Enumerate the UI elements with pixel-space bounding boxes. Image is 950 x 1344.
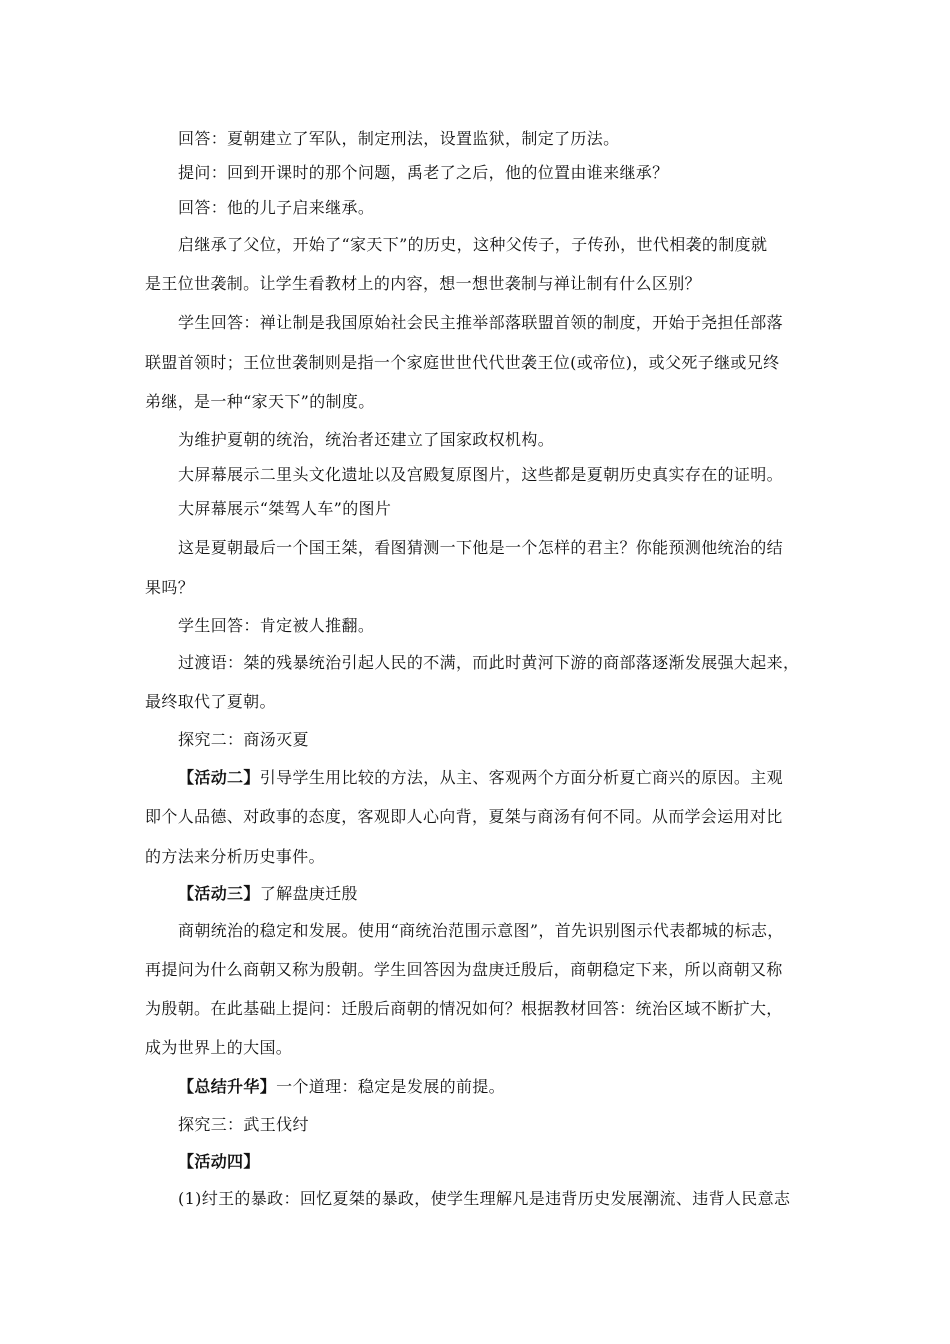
- text-line: [178, 884, 358, 904]
- activity-label: 【活动二】: [178, 768, 260, 787]
- text-line: 商朝统治的稳定和发展。使用“商统治范围示意图”，首先识别图示代表都城的标志，: [178, 921, 784, 940]
- text-line: 弟继，是一种“家天下”的制度。: [145, 392, 375, 411]
- section-heading: 探究三：武王伐纣: [178, 1115, 309, 1134]
- text-line: 回答：他的儿子启来继承。: [178, 198, 375, 217]
- text-line: 再提问为什么商朝又称为殷朝。学生回答因为盘庚迁殷后，商朝稳定下来，所以商朝又称: [145, 960, 783, 979]
- text-line: 学生回答：肯定被人推翻。: [178, 616, 375, 635]
- text-line: 最终取代了夏朝。: [145, 692, 276, 711]
- section-heading: 探究二：商汤灭夏: [178, 730, 309, 749]
- text-line-body: 了解盘庚迁殷: [259, 884, 358, 903]
- text-line: 回答：夏朝建立了军队，制定刑法，设置监狱，制定了历法。: [178, 129, 620, 148]
- activity-label: 【活动三】: [178, 884, 260, 903]
- text-line-body: 引导学生用比较的方法，从主、客观两个方面分析夏亡商兴的原因。主观: [259, 768, 783, 787]
- summary-label: 【总结升华】: [178, 1077, 277, 1096]
- text-line: 过渡语：桀的残暴统治引起人民的不满，而此时黄河下游的商部落逐渐发展强大起来，: [178, 653, 800, 672]
- text-line-body: 一个道理：稳定是发展的前提。: [276, 1077, 506, 1096]
- activity-label: 【活动四】: [178, 1152, 260, 1171]
- text-line: 果吗？: [145, 578, 195, 597]
- text-line: 成为世界上的大国。: [145, 1038, 293, 1057]
- text-line: 这是夏朝最后一个国王桀，看图猜测一下他是一个怎样的君主？你能预测他统治的结: [178, 538, 783, 557]
- text-line: (1)纣王的暴政：回忆夏桀的暴政，使学生理解凡是违背历史发展潮流、违背人民意志: [178, 1189, 791, 1208]
- text-line: [178, 1077, 505, 1097]
- text-line: 联盟首领时；王位世袭制则是指一个家庭世世代代世袭王位(或帝位)，或父死子继或兄终: [145, 353, 780, 372]
- text-line: 大屏幕展示“桀驾人车”的图片: [178, 499, 392, 518]
- text-line: 是王位世袭制。让学生看教材上的内容，想一想世袭制与禅让制有什么区别？: [145, 274, 701, 293]
- text-line: 为殷朝。在此基础上提问：迁殷后商朝的情况如何？根据教材回答：统治区域不断扩大，: [145, 999, 783, 1018]
- text-line: 学生回答：禅让制是我国原始社会民主推举部落联盟首领的制度，开始于尧担任部落: [178, 313, 783, 332]
- text-line: [178, 768, 783, 788]
- text-line: 即个人品德、对政事的态度，客观即人心向背，夏桀与商汤有何不同。从而学会运用对比: [145, 807, 783, 826]
- text-line: 提问：回到开课时的那个问题，禹老了之后，他的位置由谁来继承？: [178, 163, 669, 182]
- text-line: 大屏幕展示二里头文化遗址以及宫殿复原图片，这些都是夏朝历史真实存在的证明。: [178, 465, 783, 484]
- text-line: 的方法来分析历史事件。: [145, 847, 325, 866]
- text-line: 启继承了父位，开始了“家天下”的历史，这种父传子，子传孙，世代相袭的制度就: [178, 235, 768, 254]
- text-line: [178, 1152, 260, 1172]
- text-line: 为维护夏朝的统治，统治者还建立了国家政权机构。: [178, 430, 555, 449]
